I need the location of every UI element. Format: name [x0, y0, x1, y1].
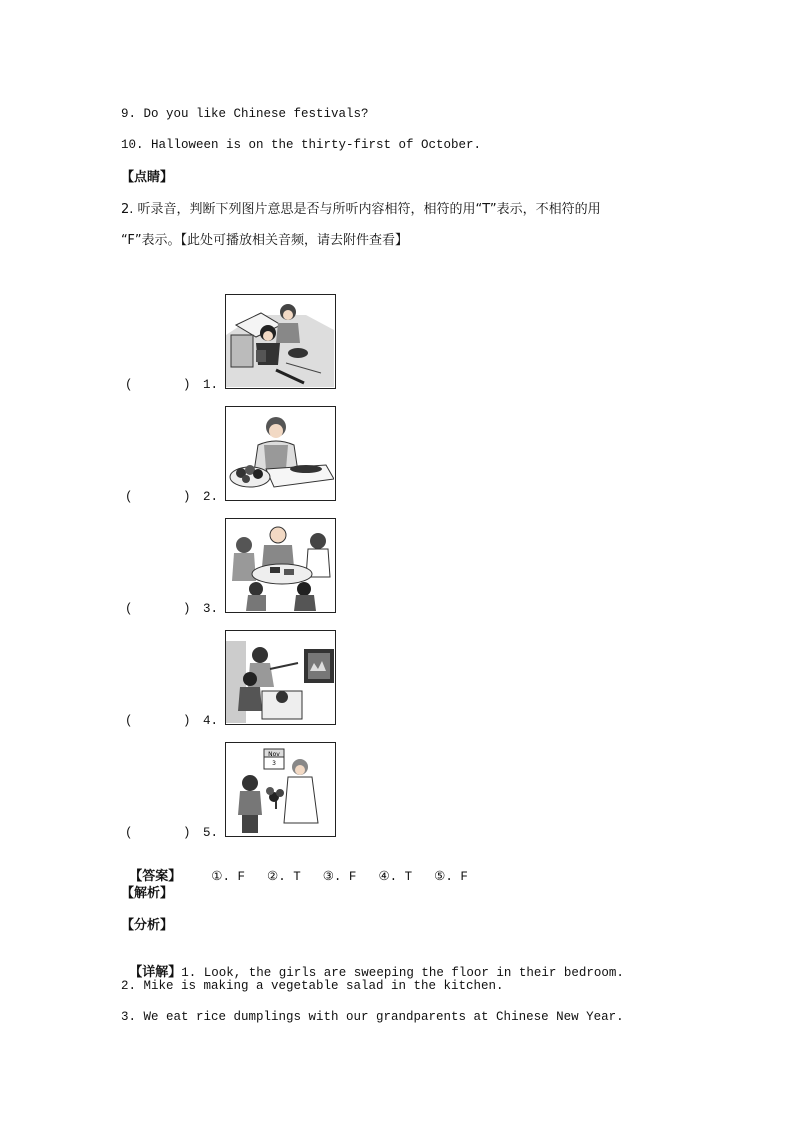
details-line-2: 2. Mike is making a vegetable salad in the kitchen.: [121, 979, 504, 993]
question-number: 4.: [203, 714, 219, 728]
man-cutting-vegetables-illustration: [225, 406, 336, 501]
children-giving-flowers-illustration: [225, 742, 336, 837]
children-watching-tv-illustration: [225, 630, 336, 725]
girls-cleaning-bedroom-illustration: [225, 294, 336, 389]
jiexi-heading: 【解析】: [121, 886, 174, 901]
answer-blank-close: ): [183, 714, 191, 728]
details-label: 【详解】: [129, 965, 182, 980]
answer-item-3: ③. F: [322, 870, 357, 884]
answer-blank-close: ): [183, 490, 191, 504]
answer-blank-open[interactable]: (: [125, 714, 133, 728]
question-number: 3.: [203, 602, 219, 616]
details-line-1: [121, 946, 624, 980]
question-number: 1.: [203, 378, 219, 392]
family-dinner-table-illustration: [225, 518, 336, 613]
answer-item-2: ②. T: [267, 870, 301, 884]
answer-blank-open[interactable]: (: [125, 602, 133, 616]
answer-blank-open[interactable]: (: [125, 378, 133, 392]
fenxi-heading: 【分析】: [121, 918, 174, 933]
answer-item-5: ⑤. F: [434, 870, 468, 884]
answer-label: 【答案】: [129, 869, 182, 884]
answer-item-4: ④. T: [378, 870, 413, 884]
q9-line: 9. Do you like Chinese festivals?: [121, 107, 369, 121]
question-number: 5.: [203, 826, 219, 840]
q10-line: 10. Halloween is on the thirty-first of October.: [121, 138, 482, 152]
section2-instruction-line1: 2. 听录音，判断下列图片意思是否与所听内容相符，相符的用“T”表示，不相符的用: [121, 202, 601, 217]
question-number: 2.: [203, 490, 219, 504]
answer-blank-close: ): [183, 602, 191, 616]
answer-blank-open[interactable]: (: [125, 826, 133, 840]
details-line-3: 3. We eat rice dumplings with our grandparents at Chinese New Year.: [121, 1010, 624, 1024]
answer-item-1: ①. F: [211, 870, 245, 884]
answer-blank-open[interactable]: (: [125, 490, 133, 504]
answer-blank-close: ): [183, 378, 191, 392]
answer-blank-close: ): [183, 826, 191, 840]
section2-instruction-line2: “F”表示。【此处可播放相关音频，请去附件查看】: [121, 233, 409, 248]
dianjing-heading: 【点睛】: [121, 170, 174, 185]
answer-line: [121, 850, 468, 884]
details-text-1: 1. Look, the girls are sweeping the floor in their bedroom.: [181, 966, 624, 980]
calendar-month-label: Nov: [268, 751, 280, 758]
calendar-day-label: 3: [272, 760, 276, 767]
